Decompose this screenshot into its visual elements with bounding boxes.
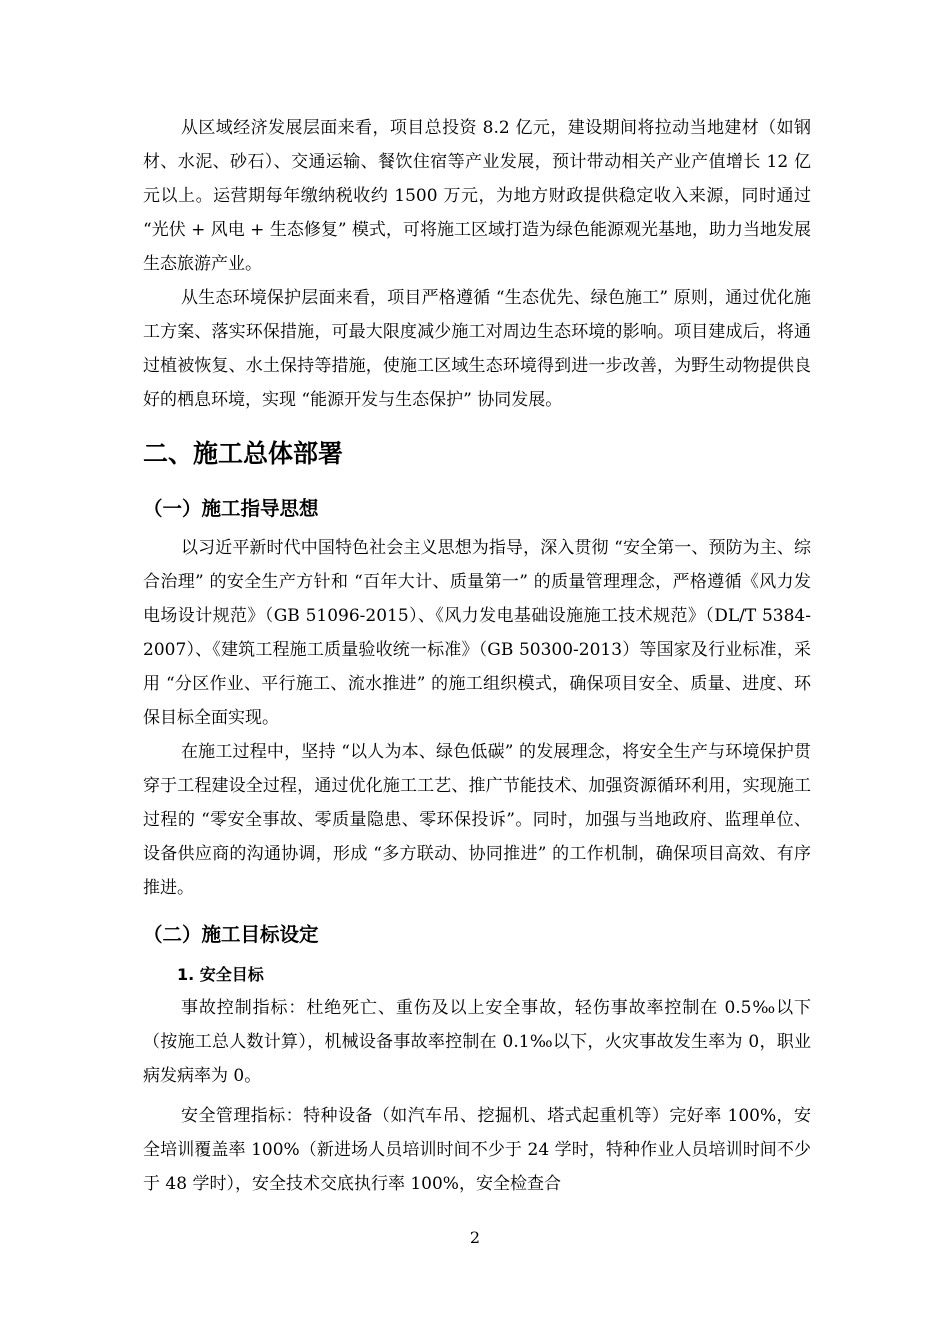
paragraph-guiding-ideology: 以习近平新时代中国特色社会主义思想为指导，深入贯彻 “安全第一、预防为主、综合治理” 的安全生产方针和 “百年大计、质量第一” 的质量管理理念，严格遵循《风力发电场设计规范》（GB 51096-2015）、《风力发电基础设施施工技术规范》（DL/T 5384-2007）、《建筑工程施工质量验收统一标准》（GB 50300-2013）等国家及行业标准，采用 “分区作业、平行施工、流水推进” 的施工组织模式，确保项目安全、质量、进度、环保目标全面实现。	[143, 538, 811, 728]
section-heading-construction-deployment: 二、施工总体部署	[143, 439, 344, 468]
paragraph-accident-control: 事故控制指标：杜绝死亡、重伤及以上安全事故，轻伤事故率控制在 0.5‰以下（按施工总人数计算），机械设备事故率控制在 0.1‰以下，火灾事故发生率为 0，职业病发病率为 0。	[143, 998, 811, 1086]
paragraph-economic-impact: 从区域经济发展层面来看，项目总投资 8.2 亿元，建设期间将拉动当地建材（如钢材、水泥、砂石）、交通运输、餐饮住宿等产业发展，预计带动相关产业产值增长 12 亿元以上。运营期每年缴纳税收约 1500 万元，为地方财政提供稳定收入来源，同时通过 “光伏 + 风电 + 生态修复” 模式，可将施工区域打造为绿色能源观光基地，助力当地发展生态旅游产业。	[143, 118, 811, 274]
subsection-heading-guiding-ideology: （一）施工指导思想	[143, 497, 319, 520]
paragraph-safety-management: 安全管理指标：特种设备（如汽车吊、挖掘机、塔式起重机等）完好率 100%，安全培训覆盖率 100%（新进场人员培训时间不少于 24 学时，特种作业人员培训时间不少于 48 学时），安全技术交底执行率 100%，安全检查合	[143, 1106, 811, 1194]
page-content	[143, 111, 811, 1201]
item-heading-safety-goals: 1. 安全目标	[177, 965, 264, 984]
paragraph-construction-process: 在施工过程中，坚持 “以人为本、绿色低碳” 的发展理念，将安全生产与环境保护贯穿于工程建设全过程，通过优化施工工艺、推广节能技术、加强资源循环利用，实现施工过程的 “零安全事故、零质量隐患、零环保投诉”。同时，加强与当地政府、监理单位、设备供应商的沟通协调，形成 “多方联动、协同推进” 的工作机制，确保项目高效、有序推进。	[143, 742, 811, 898]
subsection-heading-construction-goals: （二）施工目标设定	[143, 923, 319, 946]
page-number: 2	[469, 1228, 481, 1247]
paragraph-ecological-protection: 从生态环境保护层面来看，项目严格遵循 “生态优先、绿色施工” 原则，通过优化施工方案、落实环保措施，可最大限度减少施工对周边生态环境的影响。项目建成后，将通过植被恢复、水土保持等措施，使施工区域生态环境得到进一步改善，为野生动物提供良好的栖息环境，实现 “能源开发与生态保护” 协同发展。	[143, 288, 811, 410]
